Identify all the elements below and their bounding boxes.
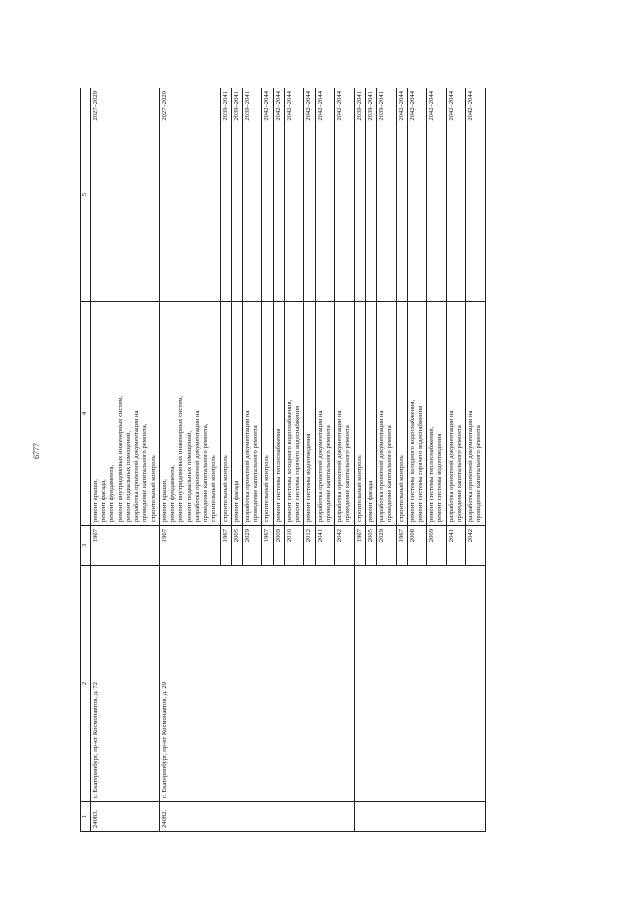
period-cell: 2042–2044: [427, 88, 446, 302]
period-cell: 2042–2044: [315, 88, 334, 302]
header-col-4: 4: [81, 302, 91, 526]
year-cell: 1967: [159, 526, 220, 566]
work-cell: ремонт крыши, ремонт фундамента, ремонт внутридомовых инженерных систем, ремонт подвальных помещений, разработка проектной документации на проведение капитального ремонта, строительный контроль: [159, 302, 220, 526]
work-cell: разработка проектной документации на проведение капитального ремонта: [377, 302, 396, 526]
work-cell: разработка проектной документации на проведение капитального ремонта: [242, 302, 261, 526]
year-cell: 2042: [335, 526, 354, 566]
period-cell: 2039–2041: [231, 88, 242, 302]
year-cell: 2041: [315, 526, 334, 566]
year-cell: 2005: [231, 526, 242, 566]
building-id: 24082.: [159, 802, 354, 832]
building-address: [354, 566, 485, 802]
period-cell: 2039–2041: [354, 88, 365, 302]
period-cell: 2042–2044: [284, 88, 303, 302]
period-cell: 2039–2041: [242, 88, 261, 302]
year-cell: 2041: [446, 526, 465, 566]
year-cell: 2029: [377, 526, 396, 566]
year-cell: 2029: [242, 526, 261, 566]
year-cell: 2010: [284, 526, 303, 566]
period-cell: 2039–2041: [365, 88, 376, 302]
period-cell: 2042–2044: [335, 88, 354, 302]
work-cell: разработка проектной документации на проведение капитального ремонта: [315, 302, 334, 526]
period-cell: 2027–2029: [91, 88, 160, 302]
work-cell: ремонт крыши, ремонт фасада, ремонт фундамента, ремонт внутридомовых инженерных систем, ремонт подвальных помещений, разработка проектной документации на проведение капитального ремонта, строительный контроль: [91, 302, 160, 526]
year-cell: 1967: [220, 526, 231, 566]
building-id: [354, 802, 485, 832]
table-rotated: [80, 88, 592, 832]
period-cell: 2042–2044: [396, 88, 407, 302]
table-row: [354, 88, 365, 832]
work-cell: строительный контроль: [396, 302, 407, 526]
year-cell: 2008: [407, 526, 426, 566]
page-number: 6777: [32, 443, 41, 459]
work-cell: разработка проектной документации на проведение капитального ремонта: [446, 302, 465, 526]
work-cell: ремонт системы холодного водоснабжения, ремонт системы горячего водоснабжения: [284, 302, 303, 526]
table-row: [91, 88, 160, 832]
work-cell: ремонт системы теплоснабжения, ремонт системы водоотведения: [427, 302, 446, 526]
period-cell: 2042–2044: [273, 88, 284, 302]
period-cell: 2042–2044: [262, 88, 273, 302]
period-cell: 2042–2044: [466, 88, 485, 302]
work-cell: строительный контроль: [220, 302, 231, 526]
header-col-1: 1: [81, 802, 91, 832]
year-cell: 2012: [304, 526, 315, 566]
year-cell: 1967: [354, 526, 365, 566]
building-address: г. Екатеринбург, пр-кт Космонавтов, д. 72: [91, 566, 160, 802]
period-cell: 2039–2041: [377, 88, 396, 302]
work-cell: ремонт фасада: [365, 302, 376, 526]
year-cell: 2009: [427, 526, 446, 566]
header-col-3: 3: [81, 526, 91, 566]
work-cell: разработка проектной документации на проведение капитального ремонта: [466, 302, 485, 526]
year-cell: 2009: [273, 526, 284, 566]
work-cell: ремонт системы теплоснабжения: [273, 302, 284, 526]
header-col-5: 5: [81, 88, 91, 302]
period-cell: 2027–2029: [159, 88, 220, 302]
work-cell: ремонт системы водоотведения: [304, 302, 315, 526]
repair-schedule-table: [80, 88, 486, 832]
year-cell: 2005: [365, 526, 376, 566]
table-stage: [80, 88, 592, 832]
work-cell: строительный контроль: [354, 302, 365, 526]
header-row: [81, 88, 91, 832]
building-address: г. Екатеринбург, пр-кт Космонавтов, д. 29: [159, 566, 354, 802]
year-cell: 1967: [396, 526, 407, 566]
year-cell: 1967: [91, 526, 160, 566]
building-id: 24083.: [91, 802, 160, 832]
table-row: [159, 88, 220, 832]
period-cell: 2042–2044: [304, 88, 315, 302]
year-cell: 1967: [262, 526, 273, 566]
period-cell: 2039–2041: [220, 88, 231, 302]
work-cell: ремонт системы холодного водоснабжения, ремонт системы горячего водоснабжения: [407, 302, 426, 526]
work-cell: строительный контроль: [262, 302, 273, 526]
period-cell: 2042–2044: [407, 88, 426, 302]
work-cell: ремонт фасада: [231, 302, 242, 526]
header-col-2: 2: [81, 566, 91, 802]
year-cell: 2042: [466, 526, 485, 566]
work-cell: разработка проектной документации на проведение капитального ремонта: [335, 302, 354, 526]
period-cell: 2042–2044: [446, 88, 465, 302]
